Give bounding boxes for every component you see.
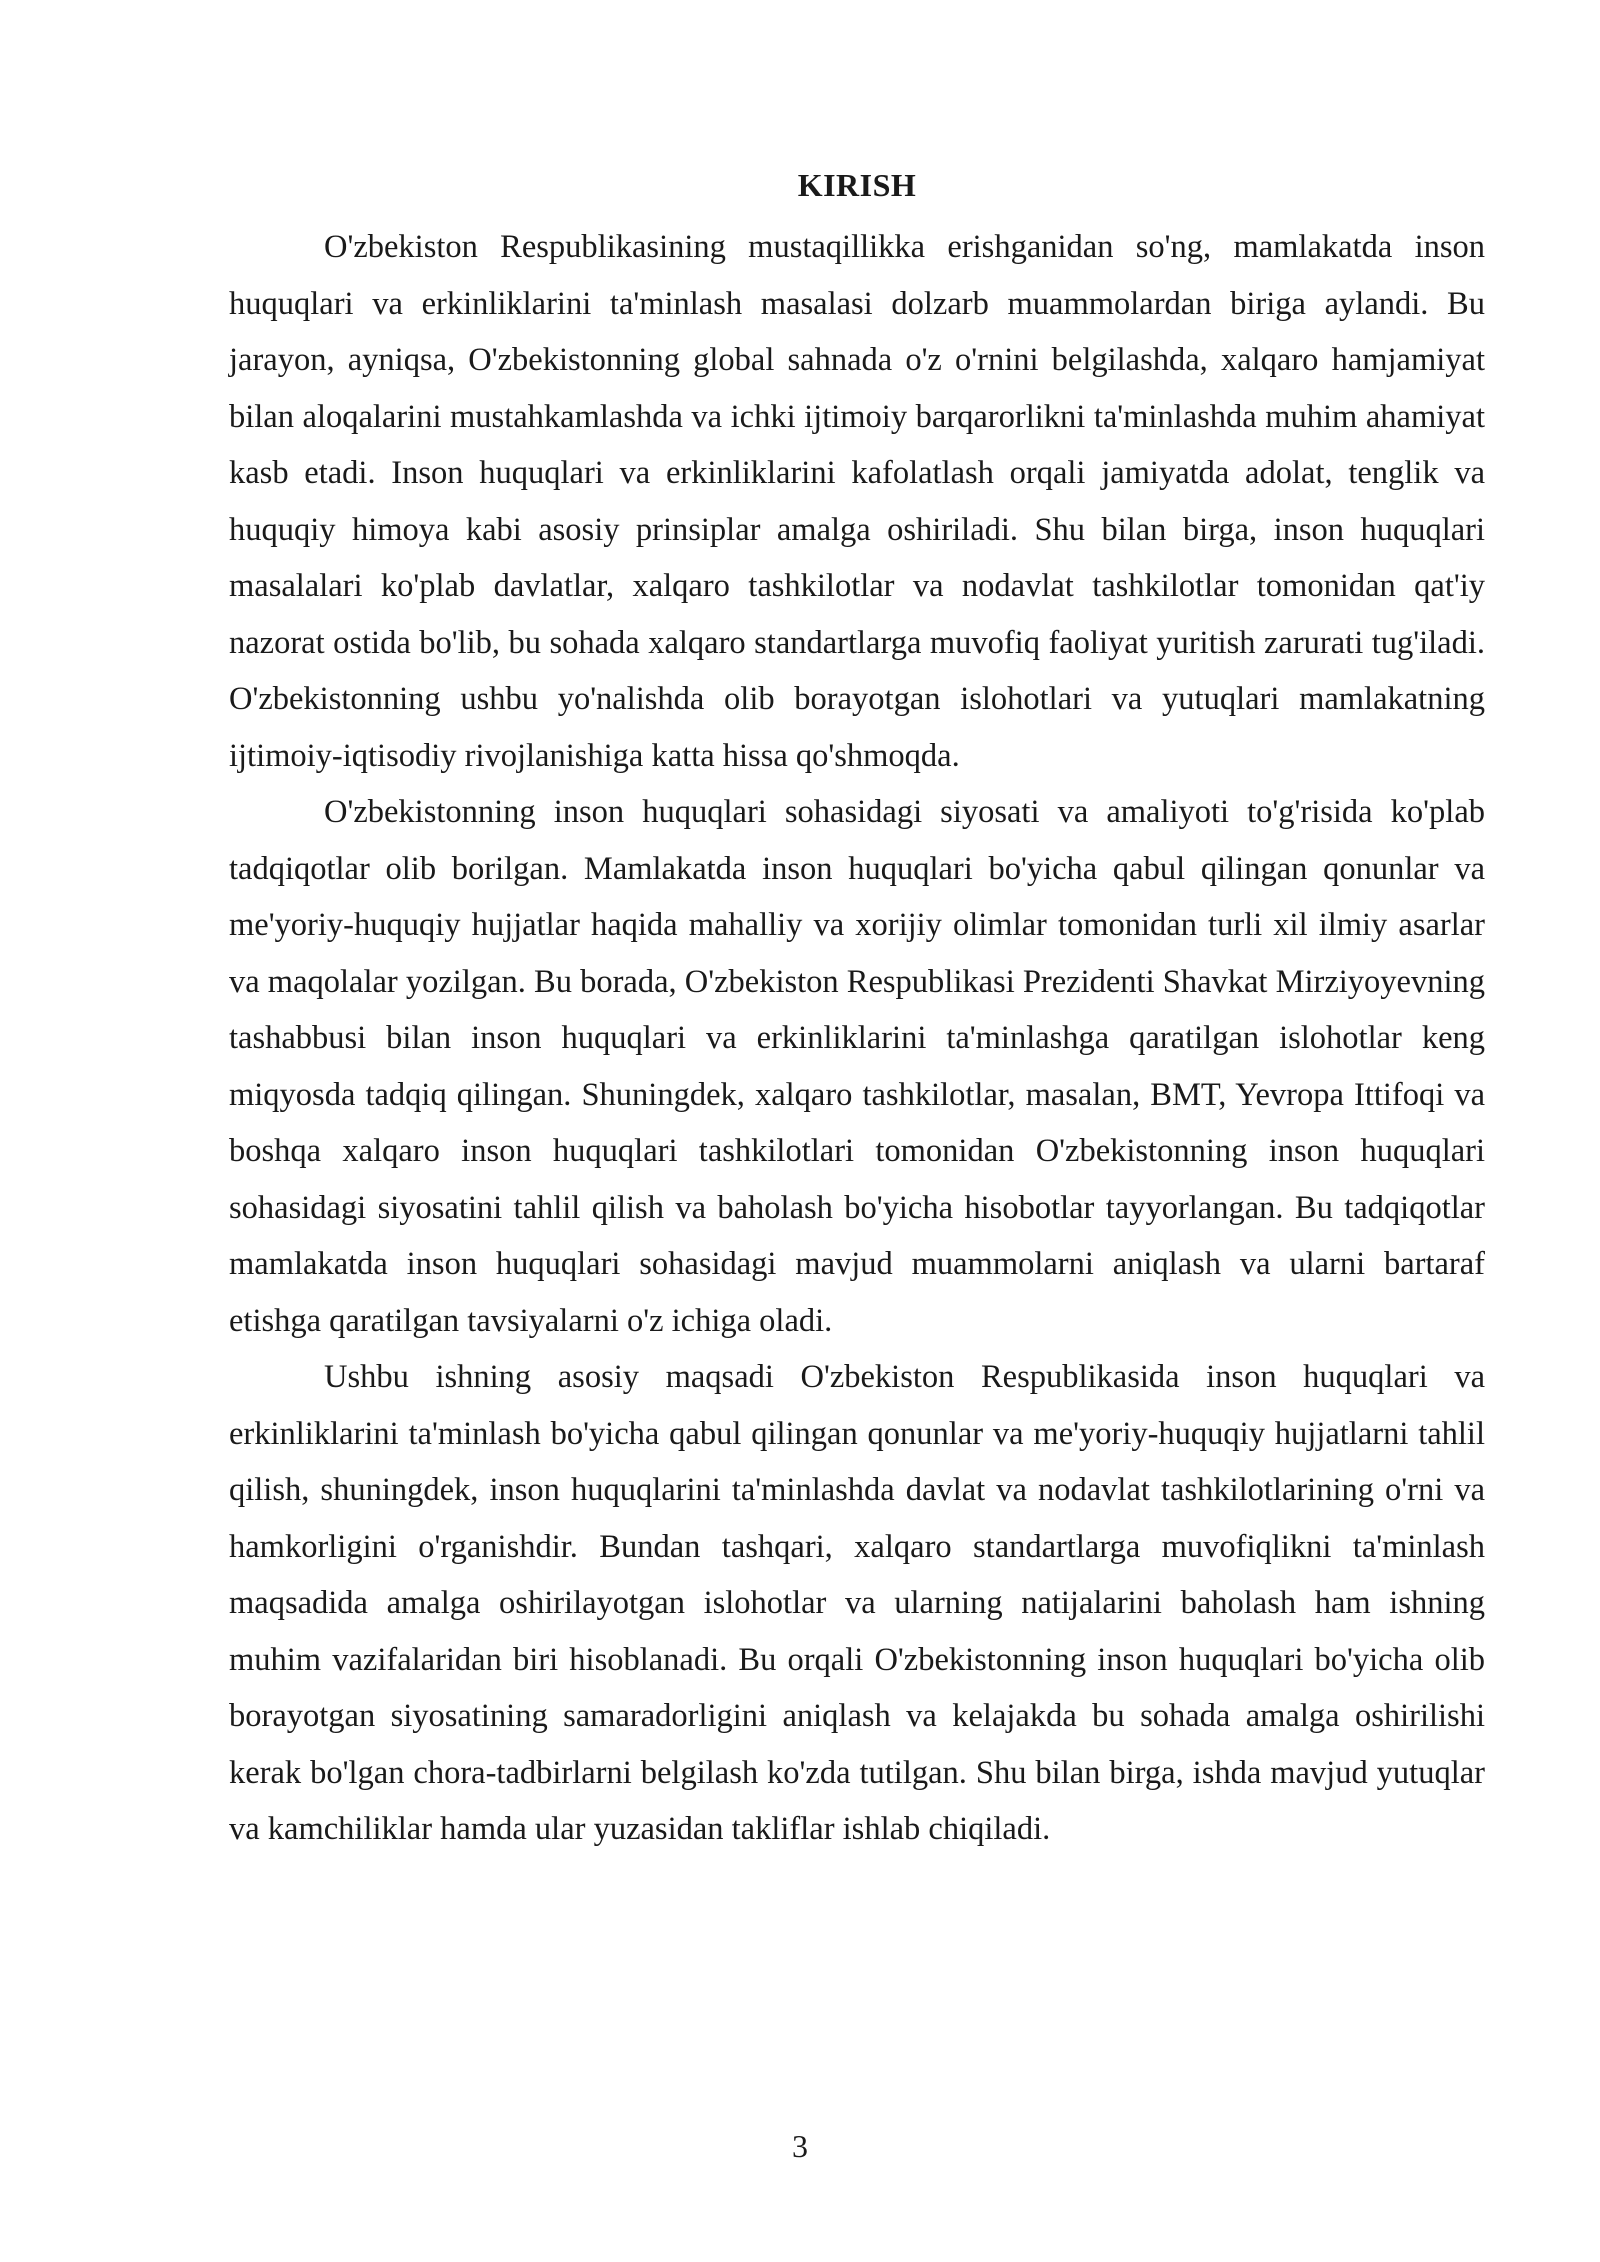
paragraph-3: Ushbu ishning asosiy maqsadi O'zbekiston Respublikasida inson huquqlari va erkinliklarini ta'minlash bo'yicha qabul qilingan qonunlar va me'yoriy-huquqiy hujjatlarni tahlil qilish, shuningdek, inson huquqlarini ta'minlashda davlat va nodavlat tashkilotlarining o'rni va hamkorligini o'rganishdir. Bundan tashqari, xalqaro standartlarga muvofiqlikni ta'minlash maqsadida amalga oshirilayotgan islohotlar va ularning natijalarini baholash ham ishning muhim vazifalaridan biri hisoblanadi. Bu orqali O'zbekistonning inson huquqlari bo'yicha olib borayotgan siyosatining samaradorligini aniqlash va kelajakda bu sohada amalga oshirilishi kerak bo'lgan chora-tadbirlarni belgilash ko'zda tutilgan. Shu bilan birga, ishda mavjud yutuqlar va kamchiliklar hamda ular yuzasidan takliflar ishlab chiqiladi. (229, 1359, 1485, 1847)
section-title: KIRISH (797, 167, 917, 203)
page-content (229, 163, 1485, 1858)
paragraph-2: O'zbekistonning inson huquqlari sohasidagi siyosati va amaliyoti to'g'risida ko'plab tadqiqotlar olib borilgan. Mamlakatda inson huquqlari bo'yicha qabul qilingan qonunlar va me'yoriy-huquqiy hujjatlar haqida mahalliy va xorijiy olimlar tomonidan turli xil ilmiy asarlar va maqolalar yozilgan. Bu borada, O'zbekiston Respublikasi Prezidenti Shavkat Mirziyoyevning tashabbusi bilan inson huquqlari va erkinliklarini ta'minlashga qaratilgan islohotlar keng miqyosda tadqiq qilingan. Shuningdek, xalqaro tashkilotlar, masalan, BMT, Yevropa Ittifoqi va boshqa xalqaro inson huquqlari tashkilotlari tomonidan O'zbekistonning inson huquqlari sohasidagi siyosatini tahlil qilish va baholash bo'yicha hisobotlar tayyorlangan. Bu tadqiqotlar mamlakatda inson huquqlari sohasidagi mavjud muammolarni aniqlash va ularni bartaraf etishga qaratilgan tavsiyalarni o'z ichiga oladi. (229, 794, 1485, 1339)
page-number: 3 (792, 2128, 808, 2164)
paragraph-1: O'zbekiston Respublikasining mustaqillikka erishganidan so'ng, mamlakatda inson huquqlari va erkinliklarini ta'minlash masalasi dolzarb muammolardan biriga aylandi. Bu jarayon, ayniqsa, O'zbekistonning global sahnada o'z o'rnini belgilashda, xalqaro hamjamiyat bilan aloqalarini mustahkamlashda va ichki ijtimoiy barqarorlikni ta'minlashda muhim ahamiyat kasb etadi. Inson huquqlari va erkinliklarini kafolatlash orqali jamiyatda adolat, tenglik va huquqiy himoya kabi asosiy prinsiplar amalga oshiriladi. Shu bilan birga, inson huquqlari masalalari ko'plab davlatlar, xalqaro tashkilotlar va nodavlat tashkilotlar tomonidan qat'iy nazorat ostida bo'lib, bu sohada xalqaro standartlarga muvofiq faoliyat yuritish zarurati tug'iladi. O'zbekistonning ushbu yo'nalishda olib borayotgan islohotlari va yutuqlari mamlakatning ijtimoiy-iqtisodiy rivojlanishiga katta hissa qo'shmoqda. (229, 229, 1485, 774)
